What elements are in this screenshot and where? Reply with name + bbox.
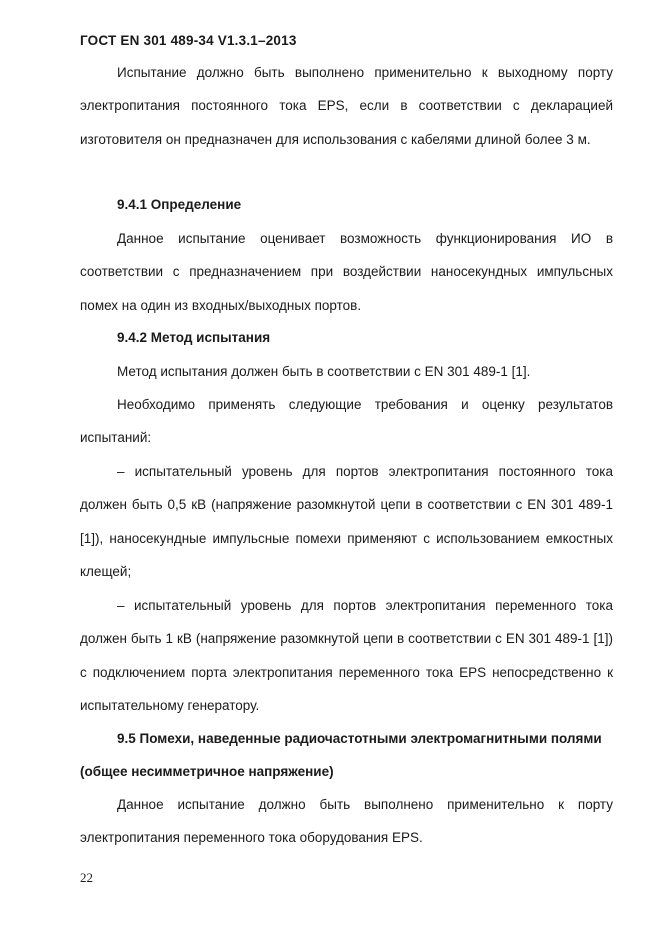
paragraph-eps-dc-port: Испытание должно быть выполнено применительно к выходному порту электропитания постоянного тока EPS, если в соответствии с декларацией изготовителя он предназначен для использования с кабелями длиной более 3 м. [80, 65, 613, 147]
paragraph-rf-fields: Данное испытание должно быть выполнено применительно к порту электропитания переменного тока оборудования EPS. [80, 797, 613, 846]
document-header-title: ГОСТ EN 301 489-34 V1.3.1–2013 [80, 33, 297, 48]
list-item-ac-level: – испытательный уровень для портов электропитания переменного тока должен быть 1 кВ (напряжение разомкнутой цепи в соответствии с EN 301 489-1 [1]) с подключением порта электропитания переменного тока EPS непосредственно к испытательному генератору. [80, 598, 613, 714]
paragraph-test-method: Метод испытания должен быть в соответствии с EN 301 489-1 [1]. [117, 364, 531, 379]
section-heading-9-4-2: 9.4.2 Метод испытания [117, 330, 271, 345]
paragraph-requirements: Необходимо применять следующие требования и оценку результатов испытаний: [80, 397, 613, 446]
section-heading-9-5: 9.5 Помехи, наведенные радиочастотными электромагнитными полями (общее несимметричное напряжение) [80, 731, 602, 780]
paragraph-definition: Данное испытание оценивает возможность функционирования ИО в соответствии с предназначением при воздействии наносекундных импульсных помех на один из входных/выходных портов. [80, 231, 613, 313]
page-number: 22 [80, 870, 93, 885]
section-heading-9-4-1: 9.4.1 Определение [117, 197, 242, 212]
list-item-dc-level: – испытательный уровень для портов электропитания постоянного тока должен быть 0,5 кВ (напряжение разомкнутой цепи в соответствии с EN 301 489-1 [1]), наносекундные импульсные помехи применяют с использованием емкостных клещей; [80, 464, 613, 580]
